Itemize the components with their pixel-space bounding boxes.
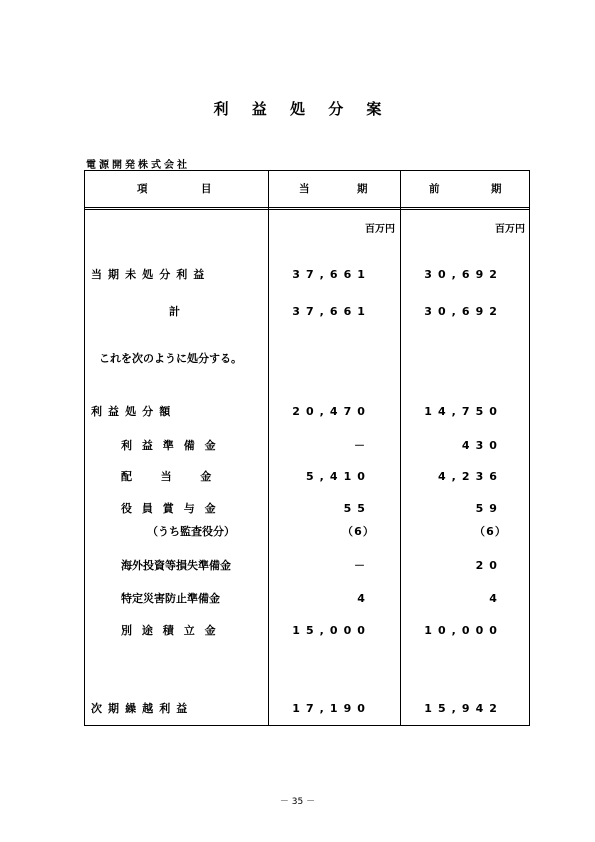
row-value-previous: 59 (475, 502, 503, 515)
header-previous-char2: 期 (491, 183, 502, 195)
unit-previous: 百万円 (495, 224, 525, 235)
row-value-current: － (353, 559, 371, 572)
row-value-current: 17,190 (292, 702, 371, 715)
row-value-previous: 4,236 (437, 470, 503, 483)
row-value-previous: （6） (474, 525, 507, 538)
header-rule (85, 207, 529, 208)
company-name: 電源開発株式会社 (86, 160, 190, 171)
row-label-overseas-investment-reserve: 海外投資等損失準備金 (121, 559, 231, 572)
row-label-appropriation-amount: 利益処分額 (91, 405, 177, 418)
row-value-current: 20,470 (292, 405, 371, 418)
header-current-char1: 当 (299, 183, 310, 195)
row-label-officer-bonuses: 役員賞与金 (121, 502, 226, 515)
header-item (85, 171, 268, 207)
unit-current: 百万円 (365, 224, 395, 235)
header-current-char2: 期 (357, 183, 368, 195)
column-divider (268, 171, 269, 725)
column-divider (400, 171, 401, 725)
row-label-total: 計 (169, 305, 180, 318)
row-value-current: 37,661 (292, 268, 371, 281)
header-item-char2: 目 (201, 183, 212, 195)
page-number: － 35 － (279, 797, 316, 807)
row-value-current: － (353, 439, 371, 452)
row-value-previous: 14,750 (424, 405, 503, 418)
header-rule (85, 209, 529, 210)
page-title: 利 益 処 分 案 (213, 100, 391, 118)
row-value-current: 55 (343, 502, 371, 515)
row-label-unappropriated-profit: 当期未処分利益 (91, 268, 211, 281)
row-value-current: 15,000 (292, 624, 371, 637)
row-label-legal-reserve: 利益準備金 (121, 439, 226, 452)
row-value-current: （6） (342, 525, 375, 538)
row-value-current: 4 (357, 592, 371, 605)
row-value-previous: 10,000 (424, 624, 503, 637)
header-item-char1: 項 (137, 183, 148, 195)
row-label-retained-earnings-carried-forward: 次期繰越利益 (91, 702, 194, 715)
row-value-current: 5,410 (305, 470, 371, 483)
row-value-previous: 30,692 (424, 268, 503, 281)
row-label-disaster-prevention-reserve: 特定災害防止準備金 (121, 592, 220, 605)
header-previous-char1: 前 (429, 183, 440, 195)
row-value-previous: 30,692 (424, 305, 503, 318)
row-value-previous: 20 (475, 559, 503, 572)
row-value-current: 37,661 (292, 305, 371, 318)
row-label-general-reserve: 別途積立金 (121, 624, 226, 637)
row-value-previous: 15,942 (424, 702, 503, 715)
profit-appropriation-table (84, 170, 530, 726)
row-note-appropriation: これを次のように処分する。 (99, 352, 242, 365)
row-value-previous: 4 (489, 592, 503, 605)
row-label-dividends: 配当金 (121, 470, 240, 483)
row-label-auditors-portion: （うち監査役分） (147, 525, 235, 538)
row-value-previous: 430 (461, 439, 503, 452)
